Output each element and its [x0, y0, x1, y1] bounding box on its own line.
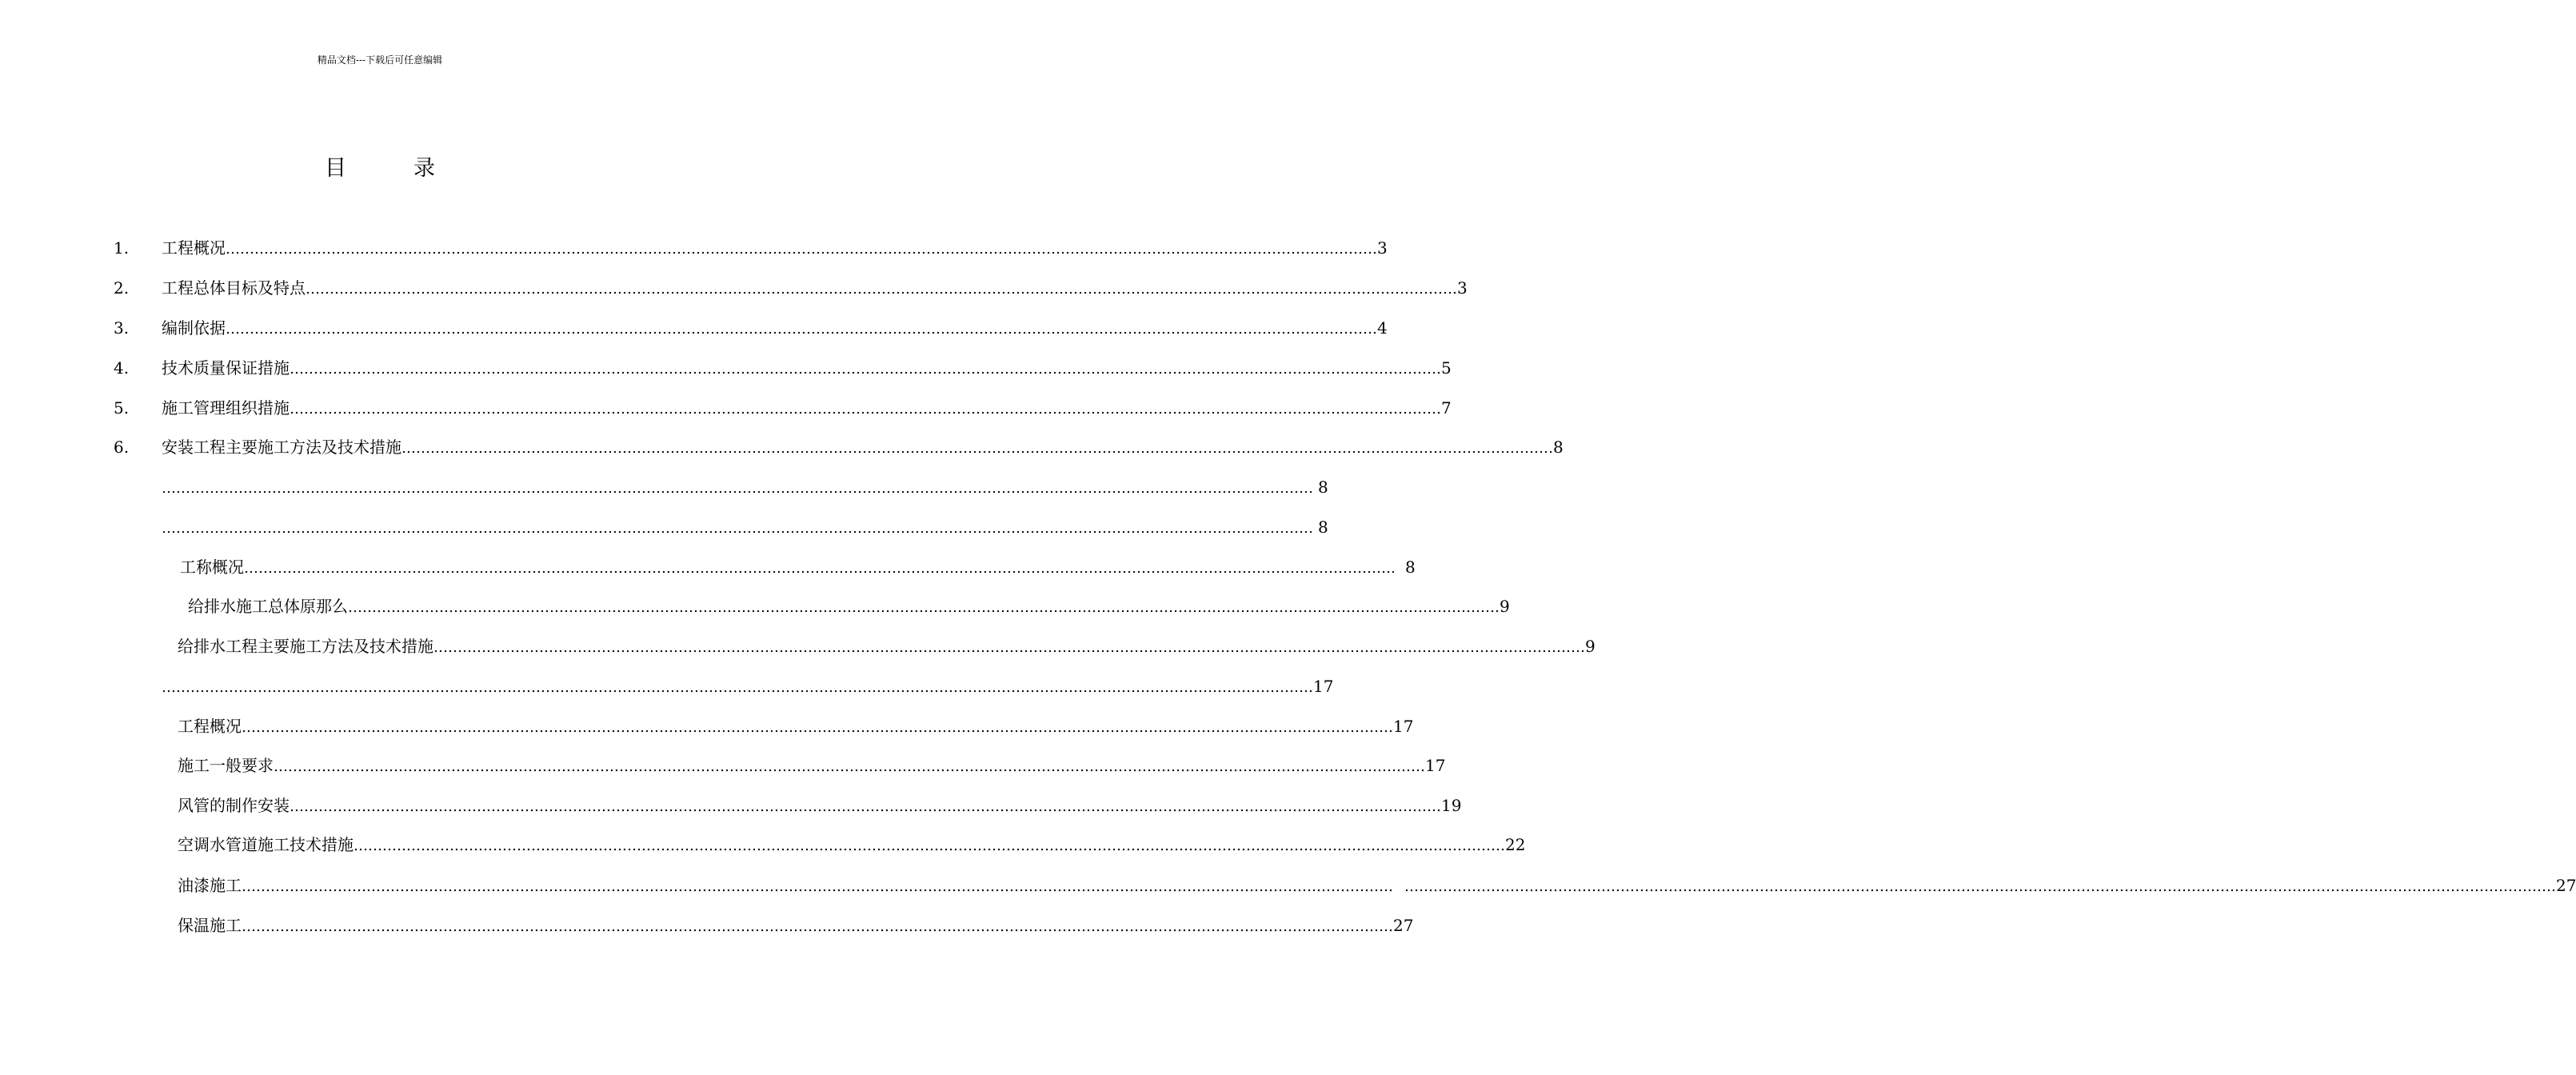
toc-item-leader: ……………………………………………………………………………………………………………………………………………………………………………………………………………………	[242, 719, 1393, 736]
toc-item-page: 7	[1441, 398, 1452, 418]
toc-item[interactable]	[0, 277, 1468, 299]
toc-item-text: 工称概况	[180, 557, 244, 577]
toc-item-text: 技术质量保证措施	[162, 358, 290, 378]
toc-item-text: 安装工程主要施工方法及技术措施	[162, 438, 401, 457]
toc-item-page: 8	[1553, 438, 1564, 457]
toc-title	[0, 154, 760, 183]
toc-item-leader: ……………………………………………………………………………………………………………………………………………………………………………………………………………………	[244, 560, 1396, 577]
toc-item-text: 油漆施工	[178, 876, 242, 895]
toc-item[interactable]	[0, 556, 1416, 578]
toc-item-page: 17	[1425, 756, 1446, 775]
toc-item[interactable]	[0, 476, 1328, 498]
toc-item-page: 3	[1457, 278, 1468, 298]
toc-item[interactable]	[0, 715, 1414, 737]
toc-item-number: 6.	[114, 438, 130, 457]
toc-item-leader: ……………………………………………………………………………………………………………………………………………………………………………………………………………………	[290, 798, 1441, 815]
toc-item-leader: ……………………………………………………………………………………………………………………………………………………………………………………………………………………	[274, 758, 1425, 775]
toc-item-number: 4.	[114, 358, 130, 378]
toc-item-page: 8	[1318, 478, 1328, 497]
toc-item-leader: ……………………………………………………………………………………………………………………………………………………………………………………………………………………	[401, 440, 1553, 457]
toc-item-text: 编制依据	[162, 318, 226, 338]
toc-item-number: 1.	[114, 238, 130, 258]
toc-item-text: 保温施工	[178, 916, 242, 935]
toc-item-text: 风管的制作安装	[178, 796, 290, 815]
toc-item-number: 3.	[114, 318, 130, 338]
toc-item[interactable]	[0, 237, 1388, 259]
toc-item-number: 2.	[114, 278, 130, 298]
toc-item[interactable]	[0, 595, 1510, 617]
toc-item-text: 给排水工程主要施工方法及技术措施	[178, 637, 433, 656]
toc-item-text: 工程总体目标及特点	[162, 278, 306, 298]
toc-item-leader: ……………………………………………………………………………………………………………………………………………………………………………………………………………………	[226, 241, 1377, 258]
toc-item-leader: ……………………………………………………………………………………………………………………………………………………………………………………………………………………	[226, 321, 1377, 338]
toc-item[interactable]	[0, 516, 1328, 538]
toc-item-leader: ……………………………………………………………………………………………………………………………………………………………………………………………………………………	[242, 918, 1393, 935]
toc-item-text: 空调水管道施工技术措施	[178, 835, 353, 854]
toc-item-leader: ……………………………………………………………………………………………………………………………………………………………………………………………………………………	[162, 480, 1313, 497]
toc-item[interactable]	[0, 833, 1526, 856]
toc-item[interactable]	[0, 794, 1462, 817]
page-header: 精品文档---下载后可任意编辑	[317, 54, 443, 66]
toc-item-leader: ……………………………………………………………………………………………………………………………………………………………………………………………………………………	[353, 837, 1505, 854]
toc-item-text: 工程概况	[178, 717, 242, 736]
toc-item-page: 3	[1377, 238, 1388, 258]
toc-item-leader: ……………………………………………………………………………………………………………………………………………………………………………………………………………………	[290, 401, 1441, 418]
toc-item-leader: ……………………………………………………………………………………………………………………………………………………………………………………………………………………	[290, 361, 1441, 378]
toc-item-page: 4	[1377, 318, 1388, 338]
toc-item[interactable]	[0, 397, 1452, 419]
toc-item-page: 8	[1405, 557, 1416, 577]
toc-item[interactable]	[0, 675, 1334, 697]
toc-item-leader: ……………………………………………………………………………………………………………………………………………………………………………………………………………………	[348, 599, 1500, 616]
toc-item-page: 27	[2556, 876, 2576, 895]
toc-item-page: 19	[1441, 796, 1462, 815]
toc-item[interactable]	[0, 635, 1596, 657]
toc-item-page: 17	[1313, 677, 1334, 696]
toc-item[interactable]	[0, 914, 1414, 937]
toc-item[interactable]	[0, 874, 2576, 897]
toc-item-text: 给排水施工总体原那么	[188, 597, 348, 616]
toc-item-page: 5	[1441, 358, 1452, 378]
toc-item[interactable]	[0, 357, 1452, 379]
toc-item-page: 17	[1393, 717, 1414, 736]
toc-item-page: 22	[1505, 835, 1526, 854]
toc-item-leader: ……………………………………………………………………………………………………………………………………………………………………………………………………………………	[162, 520, 1313, 537]
toc-item[interactable]	[0, 317, 1388, 339]
toc-item-text: 施工管理组织措施	[162, 398, 290, 418]
toc-item-number: 5.	[114, 398, 130, 418]
toc-item-page: 9	[1500, 597, 1510, 616]
toc-item-text: 施工一般要求	[178, 756, 274, 775]
toc-item-page: 8	[1318, 518, 1328, 537]
toc-item[interactable]	[0, 754, 1446, 777]
toc-item-leader: ……………………………………………………………………………………………………………………………………………………………………………………………………………………	[1404, 878, 2556, 895]
toc-item-page: 9	[1585, 637, 1596, 656]
toc-title-char-2: 录	[413, 156, 435, 181]
toc-item-leader: ……………………………………………………………………………………………………………………………………………………………………………………………………………………	[162, 679, 1313, 696]
toc-item-leader: ……………………………………………………………………………………………………………………………………………………………………………………………………………………	[433, 639, 1585, 656]
toc-item-leader: ……………………………………………………………………………………………………………………………………………………………………………………………………………………	[306, 281, 1457, 298]
toc-item-page: 27	[1393, 916, 1414, 935]
toc-item-text: 工程概况	[162, 238, 226, 258]
toc-title-char-1: 目	[325, 156, 346, 181]
toc-item-leader: ……………………………………………………………………………………………………………………………………………………………………………………………………………………	[242, 878, 1393, 895]
toc-item[interactable]	[0, 436, 1564, 458]
